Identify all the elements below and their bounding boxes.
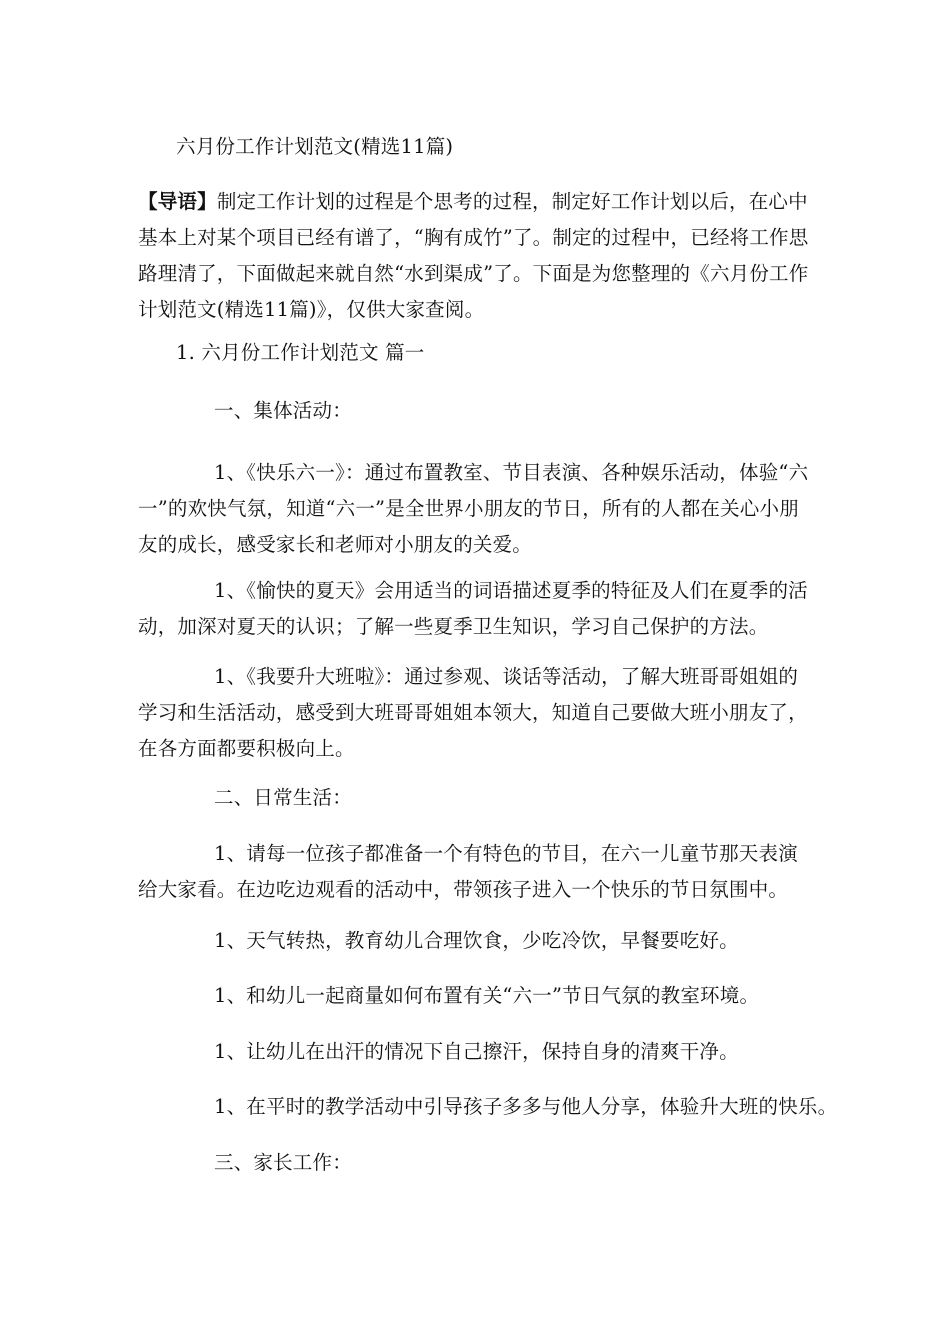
document-title: 六月份工作计划范文(精选11篇) [176, 135, 454, 158]
part2-item: 1、天气转热，教育幼儿合理饮食，少吃冷饮，早餐要吃好。 [214, 929, 739, 952]
part2-heading: 二、日常生活： [214, 786, 352, 809]
part2-item: 1、在平时的教学活动中引导孩子多多与他人分享，体验升大班的快乐。 [214, 1095, 838, 1118]
part1-item: 1、《快乐六一》：通过布置教室、节目表演、各种娱乐活动，体验“六一”的欢快气氛，知道“六一”是全世界小朋友的节日，所有的人都在关心小朋友的成长，感受家长和老师对小朋友的关爱。 [138, 461, 809, 556]
part2-item: 1、和幼儿一起商量如何布置有关“六一”节日气氛的教室环境。 [214, 984, 760, 1007]
part1-item: 1、《愉快的夏天》会用适当的词语描述夏季的特征及人们在夏季的活动，加深对夏天的认识；了解一些夏季卫生知识，学习自己保护的方法。 [138, 579, 808, 638]
part1-item: 1、《我要升大班啦》：通过参观、谈话等活动，了解大班哥哥姐姐的学习和生活活动，感受到大班哥哥姐姐本领大，知道自己要做大班小朋友了，在各方面都要积极向上。 [138, 665, 808, 760]
part1-heading: 一、集体活动： [214, 399, 352, 422]
part2-item: 1、请每一位孩子都准备一个有特色的节目，在六一儿童节那天表演给大家看。在边吃边观看的活动中，带领孩子进入一个快乐的节日氛围中。 [138, 842, 798, 901]
intro-label: 【导语】 [138, 190, 217, 213]
intro-paragraph [138, 184, 814, 328]
part2-item: 1、让幼儿在出汗的情况下自己擦汗，保持自身的清爽干净。 [214, 1040, 739, 1063]
section-heading: 1. 六月份工作计划范文 篇一 [176, 341, 425, 364]
part3-heading: 三、家长工作： [214, 1151, 352, 1174]
intro-text: 制定工作计划的过程是个思考的过程，制定好工作计划以后，在心中基本上对某个项目已经有谱了，“胸有成竹”了。制定的过程中，已经将工作思路理清了，下面做起来就自然“水到渠成”了。下面是为您整理的《六月份工作计划范文(精选11篇)》，仅供大家查阅。 [138, 190, 809, 321]
